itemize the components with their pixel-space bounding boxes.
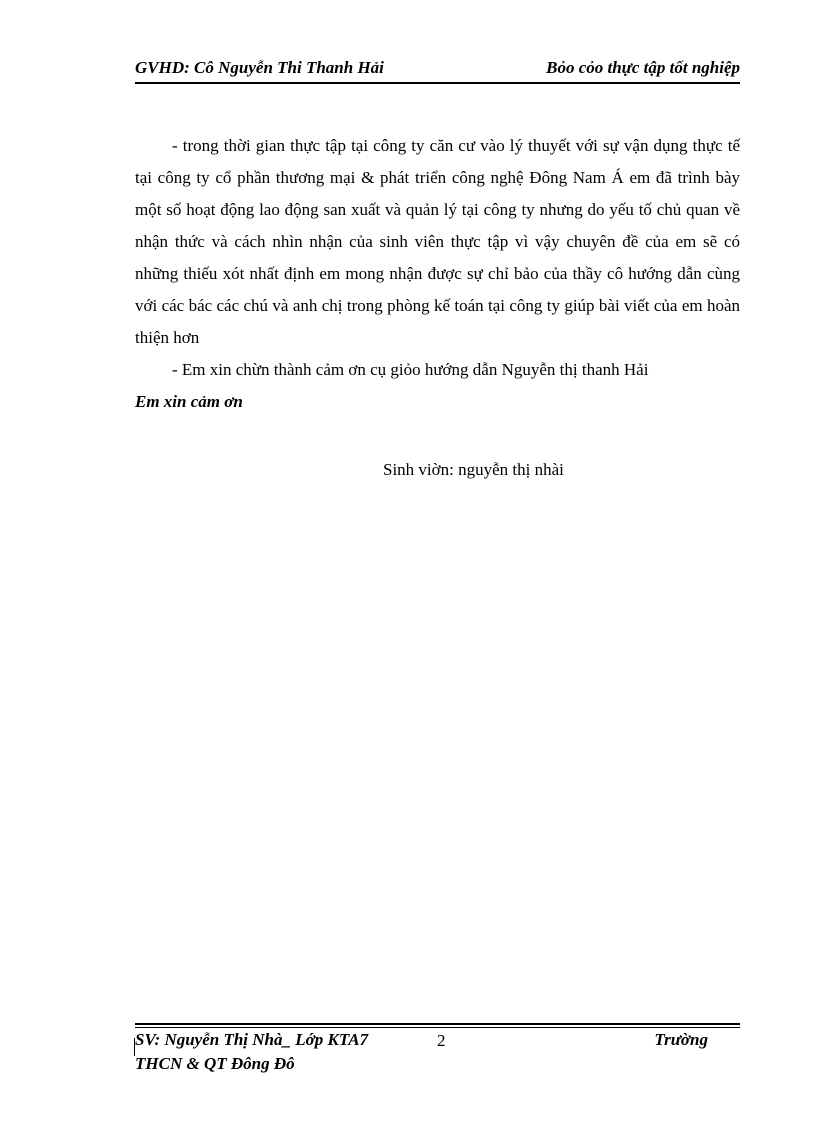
signature-line: Sinh viờn: nguyễn thị nhài xyxy=(383,460,564,479)
closing-line: Em xin cảm ơn xyxy=(135,392,243,411)
paragraph-thanks: - Em xin chừn thành cảm ơn cụ giỏo hướng dẫn Nguyễn thị thanh Hải xyxy=(172,360,649,379)
footer-rule-thin xyxy=(135,1027,740,1028)
page-header xyxy=(135,58,740,84)
header-supervisor: GVHD: Cô Nguyễn Thi Thanh Hải xyxy=(135,58,384,77)
header-report-title: Bỏo cỏo thực tập tốt nghiệp xyxy=(546,58,740,77)
footer-school-line2: THCN & QT Đông Đô xyxy=(135,1054,295,1073)
footer-rule-thick xyxy=(135,1023,740,1025)
paragraph-internship: - trong thời gian thực tập tại công ty căn cư vào lý thuyết với sự vận dụng thực tế tại công ty cổ phần thương mại & phát triển công nghệ Đông Nam Á em đã trình bày một số hoạt động lao động san xuất và quản lý tại công ty nhưng do yếu tố chủ quan về nhận thức và cách nhìn nhận của sinh viên thực tập vì vậy chuyên đề của em sẽ có những thiếu xót nhất định em mong nhận được sự chỉ bảo của thầy cô hướng dẫn cùng với các bác các chú và anh chị trong phòng kế toán tại công ty giúp bài viết của em hoàn thiện hơn xyxy=(135,136,740,347)
footer-student: SV: Nguyễn Thị Nhà_ Lớp KTA7 xyxy=(135,1030,369,1049)
page-number: 2 xyxy=(437,1031,446,1050)
header-rule xyxy=(135,82,740,84)
page-footer xyxy=(135,1030,740,1080)
footer-school-line1: Trường xyxy=(654,1030,708,1049)
body-text xyxy=(135,130,740,486)
